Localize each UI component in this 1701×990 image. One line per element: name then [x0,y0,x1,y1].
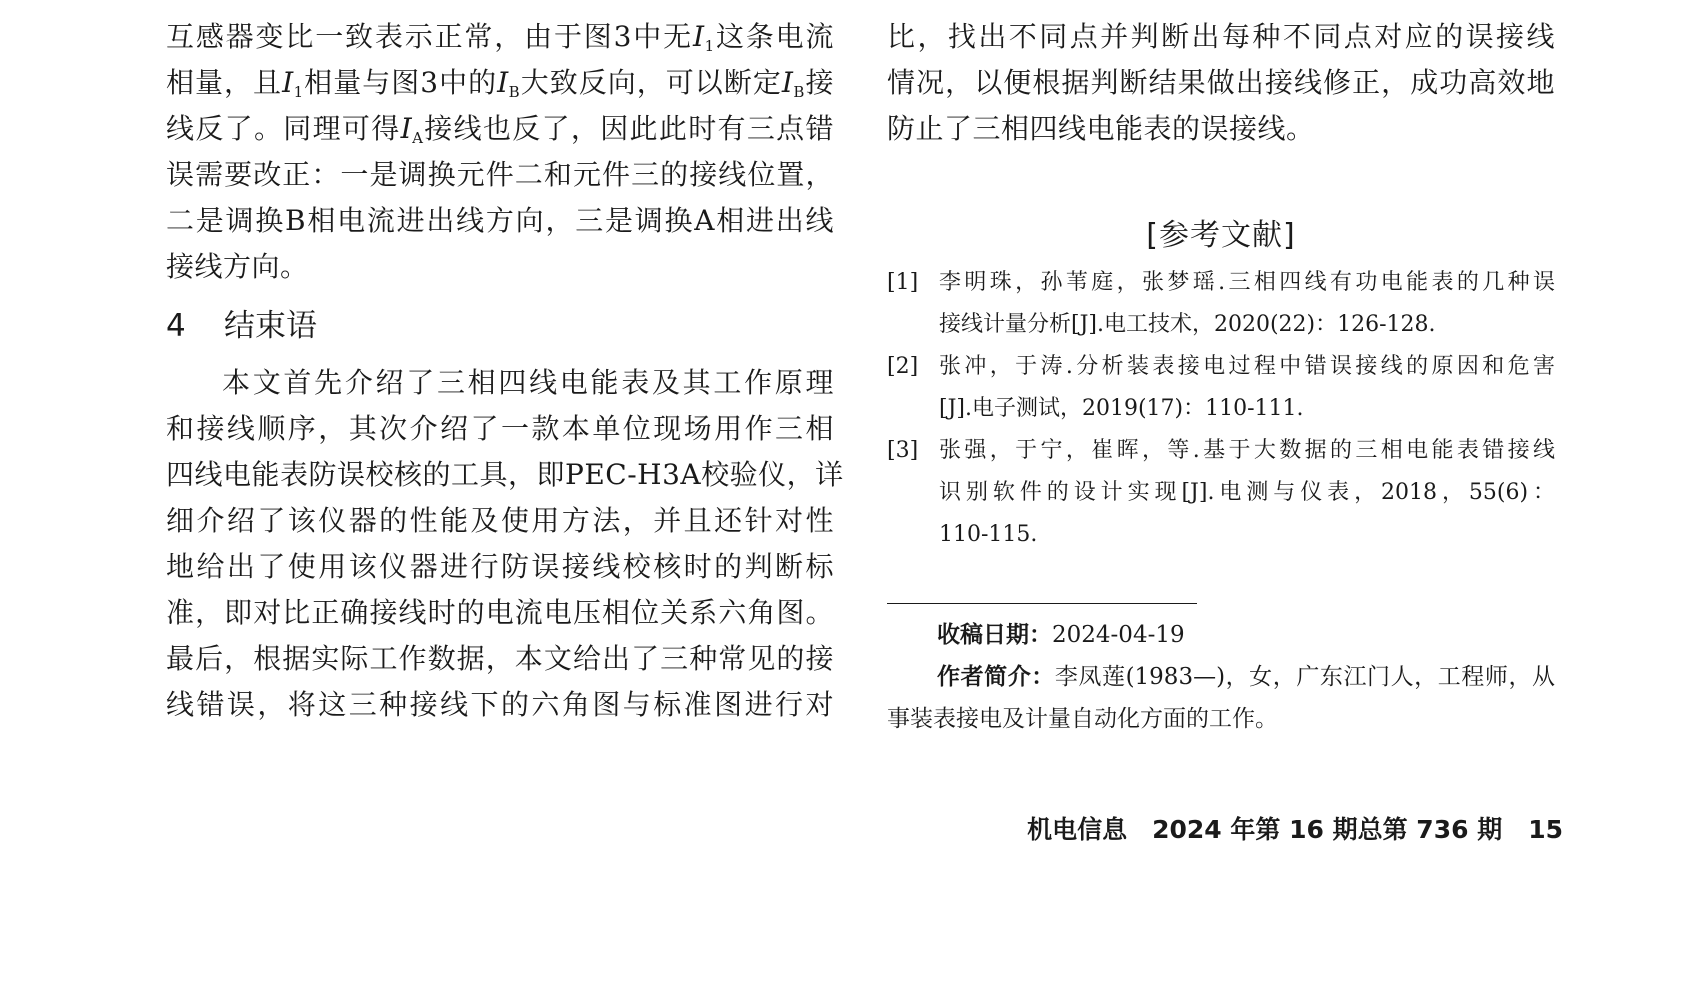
body-line: 防止了三相四线电能表的误接线。 [887,112,1315,145]
reference-number: [1] [887,270,919,295]
body-line: 和接线顺序，其次介绍了一款本单位现场用作三相 [166,412,834,445]
journal-info: 机电信息 2024 年第 16 期总第 736 期 [1027,815,1503,844]
reference-item [887,430,1555,556]
reference-line: 识别软件的设计实现[J].电测与仪表，2018，55(6)： [939,480,1555,505]
body-line: 情况，以便根据判断结果做出接线修正，成功高效地 [887,66,1555,99]
reference-item [887,346,1555,430]
body-line: 相量，且$I_1$相量与图3中的$I_B$大致反向，可以断定$I_B$接 [166,66,834,101]
author-bio-line: 李凤莲(1983—)，女，广东江门人，工程师，从 [1054,664,1556,690]
left-column [166,14,844,728]
received-date: 2024-04-19 [1052,622,1185,648]
section-number: 4 [166,308,186,344]
page-footer [1027,810,1563,846]
reference-item [887,262,1555,346]
body-line: 细介绍了该仪器的性能及使用方法，并且还针对性 [166,504,834,537]
author-bio-line: 事装表接电及计量自动化方面的工作。 [887,706,1278,732]
body-line: 准，即对比正确接线时的电流电压相位关系六角图。 [166,596,834,629]
body-line: 线错误，将这三种接线下的六角图与标准图进行对 [166,688,834,721]
reference-line: 接线计量分析[J].电工技术，2020(22)：126-128. [939,312,1436,337]
body-line: 四线电能表防误校核的工具，即PEC-H3A校验仪，详 [166,458,844,491]
body-line: 比，找出不同点并判断出每种不同点对应的误接线 [887,20,1555,53]
body-line: 误需要改正：一是调换元件二和元件三的接线位置， [166,158,834,191]
reference-line: 张冲，于涛.分析装表接电过程中错误接线的原因和危害 [939,354,1555,379]
body-line: 线反了。同理可得$I_A$接线也反了，因此此时有三点错 [166,112,834,147]
received-label: 收稿日期： [937,622,1052,648]
reference-line: 张强，于宁，崔晖，等.基于大数据的三相电能表错接线 [939,438,1555,463]
body-line: 互感器变比一致表示正常，由于图3中无$I_1$这条电流 [166,20,834,55]
reference-number: [3] [887,438,919,463]
article-meta [887,614,1555,740]
author-label: 作者简介： [937,664,1055,690]
footnote-divider [887,603,1197,604]
body-line: 二是调换B相电流进出线方向，三是调换A相进出线 [166,204,834,237]
section-title: 结束语 [224,308,317,344]
body-line: 地给出了使用该仪器进行防误接线校核时的判断标 [166,550,834,583]
reference-number: [2] [887,354,919,379]
received-date-row [887,614,1555,656]
references-title: [参考文献] [1146,218,1296,253]
page-number: 15 [1528,815,1563,844]
section-heading [166,298,834,354]
reference-line: 李明珠，孙苇庭，张梦瑶.三相四线有功电能表的几种误 [939,270,1555,295]
right-column [887,14,1555,556]
reference-line: 110-115. [939,522,1038,547]
body-line: 接线方向。 [166,250,309,283]
body-line: 本文首先介绍了三相四线电能表及其工作原理 [222,366,834,399]
reference-line: [J].电子测试，2019(17)：110-111. [939,396,1304,421]
body-line: 最后，根据实际工作数据，本文给出了三种常见的接 [166,642,834,675]
author-bio-row [887,656,1555,698]
